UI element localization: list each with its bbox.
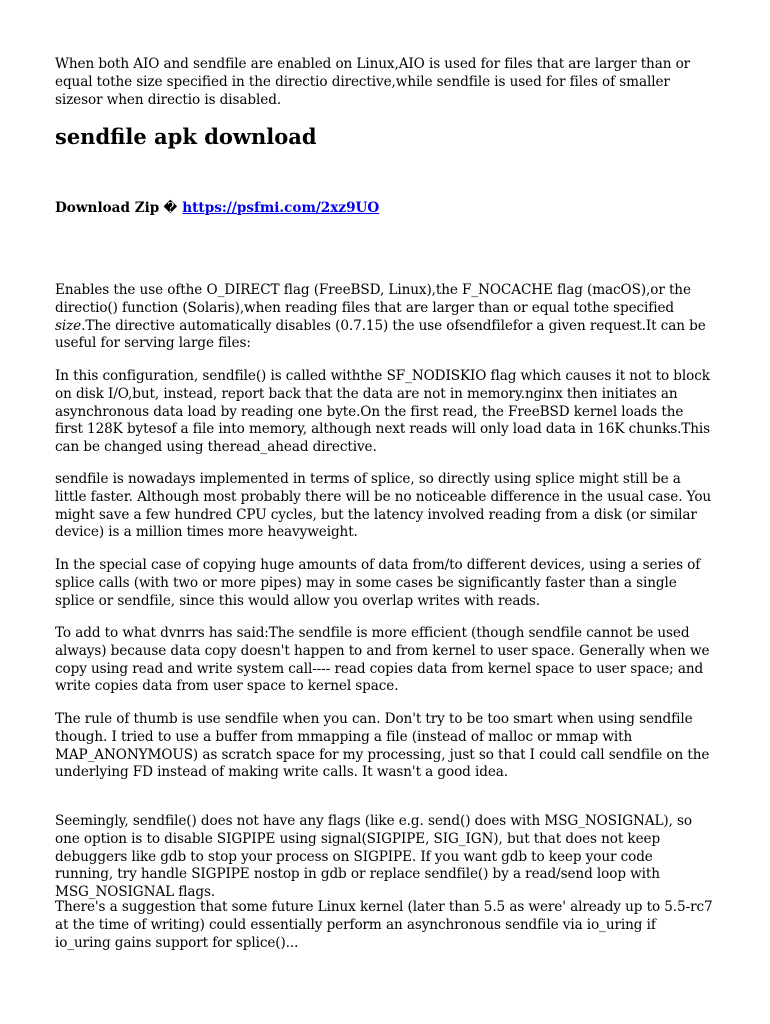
paragraph-splice: sendfile is nowadays implemented in terms of splice, so directly using splice might still be a little faster. Although most probably there will be no noticeable difference in the usual case. You might save a few hundred CPU cycles, but the latency involved reading from a disk (or similar device) is a million times more heavyweight. [55, 471, 712, 541]
paragraph-directio-text-b: .The directive automatically disables (0.7.15) the use ofsendfilefor a given request.It can be useful for serving large files: [55, 317, 706, 352]
paragraph-kernel-copy: To add to what dvnrrs has said:The sendfile is more efficient (though sendfile cannot be used always) because data copy doesn't happen to and from kernel to user space. Generally when we copy using read and write system call---- read copies data from kernel space to user space; and write copies data from user space to kernel space. [55, 625, 710, 695]
intro-paragraph: When both AIO and sendfile are enabled on Linux,AIO is used for files that are larger than or equal tothe size specified in the directio directive,while sendfile is used for files of smaller sizesor when directio is disabled. [55, 56, 691, 108]
page-title: sendfile apk download [55, 124, 317, 149]
paragraph-copying: In the special case of copying huge amounts of data from/to different devices, using a series of splice calls (with two or more pipes) may in some cases be significantly faster than a single splice or sendfile, since this would allow you overlap writes with reads. [55, 557, 701, 609]
paragraph-directio-text-a: Enables the use ofthe O_DIRECT flag (FreeBSD, Linux),the F_NOCACHE flag (macOS),or the directio() function (Solaris),when reading files that are larger than or equal tothe specified [55, 282, 691, 316]
paragraph-rule-of-thumb: The rule of thumb is use sendfile when you can. Don't try to be too smart when using sendfile though. I tried to use a buffer from mmapping a file (instead of malloc or mmap with MAP_ANONYMOUS) as scratch space for my processing, just so that I could call sendfile on the underlying FD instead of making write calls. It wasn't a good idea. [55, 711, 710, 781]
paragraph-sigpipe: Seemingly, sendfile() does not have any flags (like e.g. send() does with MSG_NOSIGNAL), so one option is to disable SIGPIPE using signal(SIGPIPE, SIG_IGN), but that does not keep debuggers like gdb to stop your process on SIGPIPE. If you want gdb to keep your code running, try handle SIGPIPE nostop in gdb or replace sendfile() by a read/send loop with MSG_NOSIGNAL flags. [55, 813, 693, 901]
paragraph-io-uring: There's a suggestion that some future Linux kernel (later than 5.5 as were' already up to 5.5-rc7 at the time of writing) could essentially perform an asynchronous sendfile via io_uring if io_uring gains support for splice()... [55, 899, 713, 951]
download-label: Download Zip [55, 200, 160, 216]
download-line [55, 199, 379, 217]
size-emphasis: size [55, 317, 82, 334]
download-link[interactable]: https://psfmi.com/2xz9UO [182, 200, 380, 216]
paragraph-freebsd: In this configuration, sendfile() is called withthe SF_NODISKIO flag which causes it not to block on disk I/O,but, instead, report back that the data are not in memory.nginx then initiates an asynchronous data load by reading one byte.On the first read, the FreeBSD kernel loads the first 128K bytesof a file into memory, although next reads will only load data in 16K chunks.This can be changed using theread_ahead directive. [55, 368, 711, 456]
missing-glyph-icon: � [163, 200, 178, 216]
paragraph-directio [55, 282, 715, 353]
